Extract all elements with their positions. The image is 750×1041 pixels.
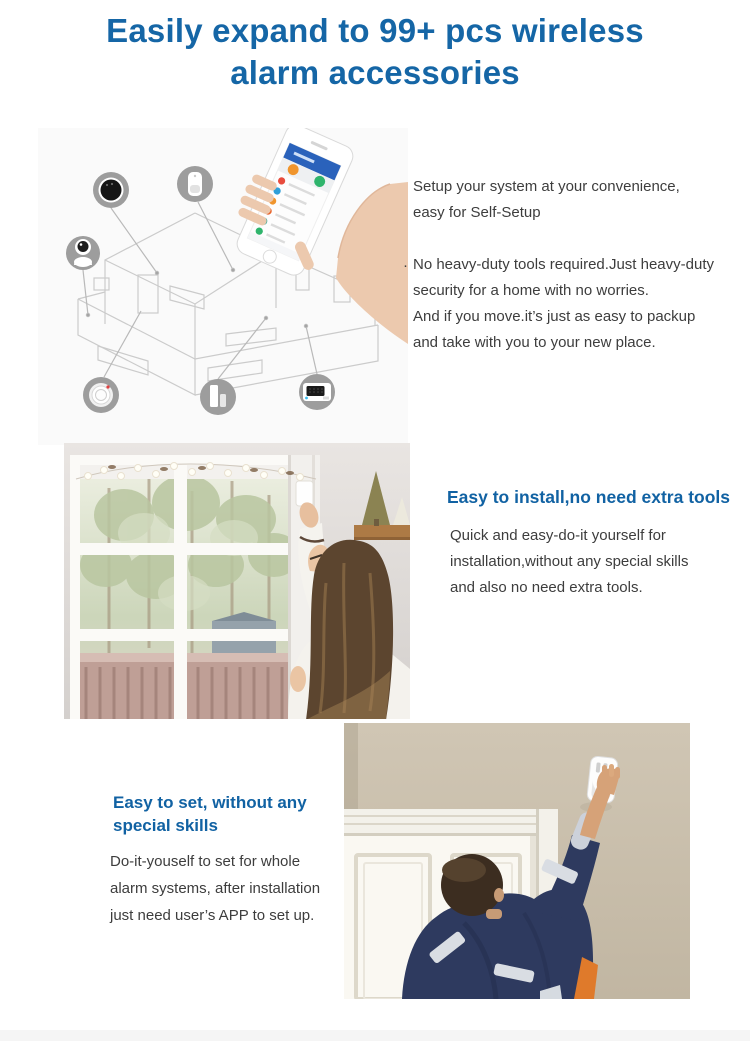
bullet-line: No heavy-duty tools required.Just heavy-duty	[413, 256, 714, 273]
keypad-icon	[299, 374, 335, 410]
door-sensor-icon	[200, 379, 236, 415]
siren-icon	[83, 377, 119, 413]
self-setup-intro	[413, 174, 680, 226]
page-title	[0, 10, 750, 94]
heading-line: special skills	[113, 816, 218, 835]
woman-installing-sensor-photo	[64, 443, 410, 719]
body-line: Do-it-youself to set for whole	[110, 853, 301, 870]
self-setup-bullet	[403, 252, 714, 356]
body-line: installation,without any special skills	[450, 553, 689, 570]
bullet-line: And if you move.it’s just as easy to packup	[413, 308, 696, 325]
intro-line: easy for Self-Setup	[413, 204, 541, 221]
body-line: Quick and easy-do-it yourself for	[450, 527, 666, 544]
bullet-dot: ·	[403, 257, 408, 274]
body-line: just need user’s APP to set up.	[110, 907, 315, 924]
house-illustration-svg	[38, 128, 408, 445]
easy-install-body	[450, 523, 688, 601]
easy-set-heading	[113, 791, 343, 837]
footer-bar	[0, 1030, 750, 1041]
page-title-line-1: Easily expand to 99+ pcs wireless	[106, 12, 644, 49]
bullet-line: and take with you to your new place.	[413, 334, 656, 351]
body-line: and also no need extra tools.	[450, 579, 643, 596]
heading-line: Easy to set, without any	[113, 793, 307, 812]
page-title-line-2: alarm accessories	[230, 54, 520, 91]
window-sensor-icon	[296, 481, 313, 506]
dome-camera-icon	[93, 172, 129, 208]
motion-sensor-icon	[177, 166, 213, 202]
intro-line: Setup your system at your convenience,	[413, 178, 680, 195]
body-line: alarm systems, after installation	[110, 880, 321, 897]
indoor-camera-icon	[66, 236, 100, 270]
bullet-line: security for a home with no worries.	[413, 282, 649, 299]
easy-install-heading: Easy to install,no need extra tools	[447, 487, 730, 507]
house-illustration	[38, 128, 408, 445]
easy-set-body	[110, 848, 320, 929]
man-installing-sensor-photo	[344, 723, 690, 999]
